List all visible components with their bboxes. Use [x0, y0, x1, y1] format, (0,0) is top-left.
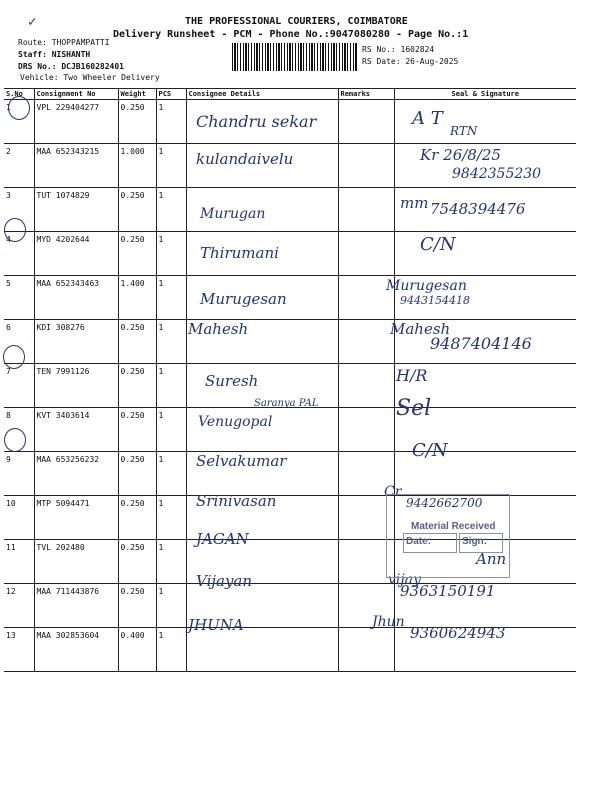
- handwritten-signature-note: Sel: [396, 396, 432, 421]
- handwritten-signature-note: 9442662700: [406, 496, 483, 510]
- handwritten-signature-note: Cr: [384, 484, 402, 500]
- row-consignment: TUT 1074829: [34, 188, 118, 232]
- pen-circle-mark: [8, 96, 30, 120]
- handwritten-signature-note: Kr 26/8/25: [420, 146, 501, 164]
- handwritten-signature-note: 9842355230: [452, 166, 542, 182]
- row-pcs: 1: [156, 452, 186, 496]
- handwritten-consignee: Thirumani: [200, 244, 279, 262]
- rs-date-line: RS Date: 26-Aug-2025: [362, 57, 459, 66]
- row-pcs: 1: [156, 584, 186, 628]
- handwritten-consignee-note: Saranya PAL: [254, 398, 319, 409]
- row-sno: 7: [4, 364, 34, 408]
- handwritten-consignee: Selvakumar: [196, 452, 287, 470]
- row-consignment: KVT 3403614: [34, 408, 118, 452]
- handwritten-signature-note: Murugesan: [386, 278, 467, 294]
- row-weight: 0.400: [118, 628, 156, 672]
- col-remarks: Remarks: [338, 89, 394, 100]
- handwritten-consignee: Vijayan: [196, 572, 253, 590]
- stamp-material-label: Material Received: [411, 521, 496, 532]
- rs-no-line: RS No.: 1602824: [362, 45, 435, 54]
- row-weight: 0.250: [118, 496, 156, 540]
- row-pcs: 1: [156, 408, 186, 452]
- row-sno: 4: [4, 232, 34, 276]
- row-sno: 3: [4, 188, 34, 232]
- table-row: [4, 232, 576, 276]
- handwritten-consignee: kulandaivelu: [196, 150, 294, 168]
- row-weight: 0.250: [118, 320, 156, 364]
- row-sno: 13: [4, 628, 34, 672]
- row-sno: 5: [4, 276, 34, 320]
- pen-circle-mark: [3, 345, 25, 369]
- row-pcs: 1: [156, 496, 186, 540]
- handwritten-consignee: Mahesh: [188, 320, 249, 338]
- handwritten-consignee: JAGAN: [196, 530, 249, 548]
- handwritten-signature-note: vijay: [388, 572, 421, 588]
- row-remarks: [338, 408, 394, 452]
- row-remarks: [338, 144, 394, 188]
- row-weight: 1.000: [118, 144, 156, 188]
- row-remarks: [338, 320, 394, 364]
- handwritten-signature-note: 9443154418: [400, 294, 470, 307]
- row-pcs: 1: [156, 232, 186, 276]
- handwritten-consignee: JHUNA: [188, 616, 244, 634]
- received-stamp: [386, 494, 510, 578]
- row-remarks: [338, 628, 394, 672]
- handwritten-consignee: Venugopal: [198, 414, 273, 430]
- handwritten-consignee: Suresh: [205, 372, 259, 390]
- pen-circle-mark: [4, 218, 26, 242]
- handwritten-signature-note: 9360624943: [410, 624, 506, 642]
- handwritten-signature-note: A T: [412, 108, 443, 129]
- handwritten-consignee: Murugesan: [200, 290, 287, 308]
- row-sno: 2: [4, 144, 34, 188]
- handwritten-signature-note: RTN: [450, 124, 478, 138]
- row-consignment: MAA 652343463: [34, 276, 118, 320]
- row-consignment: VPL 229404277: [34, 100, 118, 144]
- handwritten-signature-note: H/R: [396, 366, 428, 385]
- row-pcs: 1: [156, 364, 186, 408]
- handwritten-signature-note: 9363150191: [400, 582, 496, 600]
- stamp-sign-box: [459, 533, 503, 553]
- row-weight: 0.250: [118, 232, 156, 276]
- table-row: [4, 452, 576, 496]
- row-sno: 6: [4, 320, 34, 364]
- col-consignee: Consignee Details: [186, 89, 338, 100]
- row-pcs: 1: [156, 628, 186, 672]
- handwritten-consignee: Murugan: [200, 206, 266, 222]
- handwritten-signature-note: Ann: [476, 550, 507, 568]
- row-sno: 12: [4, 584, 34, 628]
- row-consignment: MAA 652343215: [34, 144, 118, 188]
- route-line: Route: THOPPAMPATTI: [18, 38, 110, 47]
- row-pcs: 1: [156, 320, 186, 364]
- row-sno: 1: [4, 100, 34, 144]
- stamp-sign-label: Sign:: [462, 536, 487, 547]
- col-weight: Weight: [118, 89, 156, 100]
- row-pcs: 1: [156, 540, 186, 584]
- table-header-row: [4, 89, 576, 100]
- row-weight: 0.250: [118, 408, 156, 452]
- company-title: THE PROFESSIONAL COURIERS, COIMBATORE: [185, 16, 408, 27]
- row-remarks: [338, 188, 394, 232]
- handwritten-consignee: Srinivasan: [196, 492, 277, 510]
- col-pcs: PCS: [156, 89, 186, 100]
- pen-circle-mark: [4, 428, 26, 452]
- row-remarks: [338, 100, 394, 144]
- col-sno: S.No: [4, 89, 34, 100]
- handwritten-signature-note: C/N: [412, 440, 448, 461]
- runsheet-subtitle: Delivery Runsheet - PCM - Phone No.:9047080280 - Page No.:1: [113, 29, 469, 40]
- row-weight: 0.250: [118, 100, 156, 144]
- row-pcs: 1: [156, 100, 186, 144]
- row-sno: 9: [4, 452, 34, 496]
- table-row: [4, 276, 576, 320]
- stamp-date-label: Date:: [406, 536, 432, 547]
- row-consignment: MAA 302853604: [34, 628, 118, 672]
- row-sno: 10: [4, 496, 34, 540]
- pen-tick-mark: ✓: [28, 14, 37, 30]
- stamp-date-box: [403, 533, 457, 553]
- drs-line: DRS No.: DCJB160282401: [18, 62, 124, 71]
- col-seal: Seal & Signature: [394, 89, 576, 100]
- row-pcs: 1: [156, 276, 186, 320]
- staff-line: Staff: NISHANTH: [18, 50, 91, 59]
- row-consignee: [186, 628, 338, 672]
- barcode-image: [232, 43, 358, 71]
- table-row: [4, 408, 576, 452]
- row-remarks: [338, 364, 394, 408]
- row-consignment: MTP 5094471: [34, 496, 118, 540]
- row-pcs: 1: [156, 188, 186, 232]
- row-weight: 1.400: [118, 276, 156, 320]
- row-consignment: MYD 4202644: [34, 232, 118, 276]
- row-pcs: 1: [156, 144, 186, 188]
- handwritten-signature-note: mm: [400, 194, 429, 212]
- row-consignment: MAA 711443876: [34, 584, 118, 628]
- handwritten-signature-note: Mahesh: [390, 320, 451, 338]
- handwritten-signature-note: C/N: [420, 234, 456, 255]
- row-sno: 11: [4, 540, 34, 584]
- row-sno: 8: [4, 408, 34, 452]
- row-remarks: [338, 232, 394, 276]
- row-consignment: TEN 7991126: [34, 364, 118, 408]
- row-weight: 0.250: [118, 540, 156, 584]
- row-consignment: TVL 202480: [34, 540, 118, 584]
- handwritten-signature-note: 9487404146: [430, 334, 532, 353]
- handwritten-signature-note: 7548394476: [430, 200, 526, 218]
- vehicle-line: Vehicle: Two Wheeler Delivery: [20, 73, 160, 82]
- row-consignment: KDI 308276: [34, 320, 118, 364]
- row-weight: 0.250: [118, 188, 156, 232]
- row-consignment: MAA 653256232: [34, 452, 118, 496]
- col-consignment: Consignment No: [34, 89, 118, 100]
- handwritten-consignee: Chandru sekar: [196, 112, 317, 131]
- row-weight: 0.250: [118, 584, 156, 628]
- row-weight: 0.250: [118, 452, 156, 496]
- handwritten-signature-note: Jhun: [372, 614, 405, 630]
- row-weight: 0.250: [118, 364, 156, 408]
